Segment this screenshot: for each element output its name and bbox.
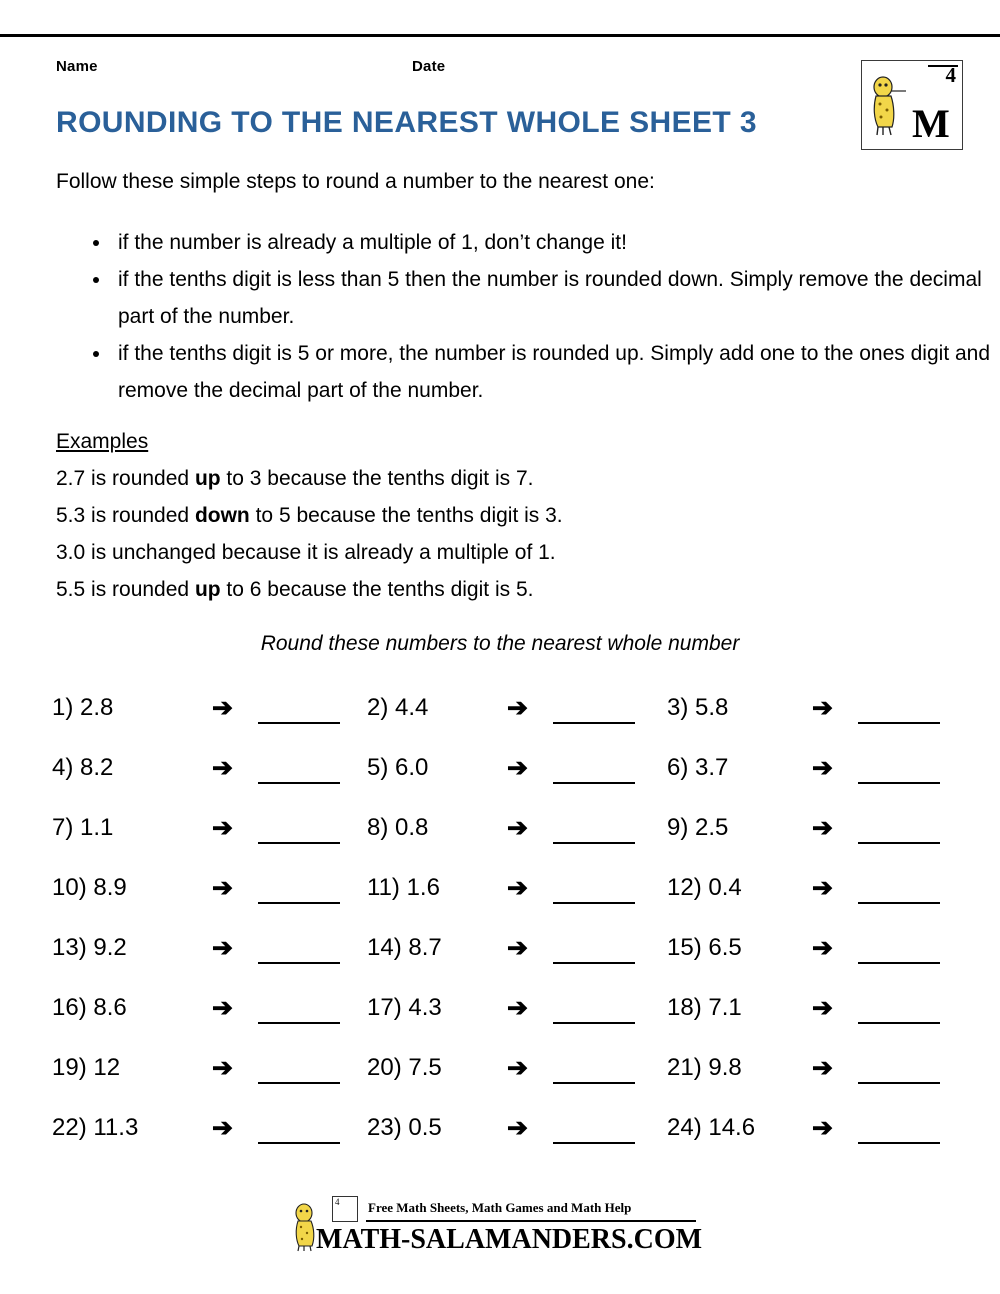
- list-item: • if the tenths digit is less than 5 then the number is rounded down. Simply remove the decimal part of the number.: [112, 261, 992, 335]
- arrow-icon: ➔: [212, 1114, 233, 1142]
- question-item: [52, 1098, 367, 1158]
- question-label: 5) 6.0: [367, 754, 429, 781]
- answer-blank[interactable]: [858, 762, 940, 784]
- question-item: [367, 1098, 667, 1158]
- example-2-pre: 5.3 is rounded: [56, 504, 195, 527]
- example-line-2: [56, 504, 563, 528]
- answer-blank[interactable]: [258, 942, 340, 964]
- example-4-post: to 6 because the tenths digit is 5.: [220, 578, 534, 601]
- question-item: [367, 858, 667, 918]
- salamander-mascot-icon: [868, 71, 910, 137]
- answer-blank[interactable]: [553, 762, 635, 784]
- answer-blank[interactable]: [258, 1062, 340, 1084]
- answer-blank[interactable]: [258, 762, 340, 784]
- arrow-icon: ➔: [212, 694, 233, 722]
- arrow-icon: ➔: [212, 994, 233, 1022]
- example-line-3: [56, 541, 556, 565]
- arrow-icon: ➔: [812, 874, 833, 902]
- answer-blank[interactable]: [858, 942, 940, 964]
- question-label: 6) 3.7: [667, 754, 729, 781]
- answer-blank[interactable]: [858, 1122, 940, 1144]
- question-label: 12) 0.4: [667, 874, 742, 901]
- list-item: • if the number is already a multiple of 1, don’t change it!: [112, 224, 992, 261]
- question-row: [52, 918, 952, 978]
- arrow-icon: ➔: [507, 1054, 528, 1082]
- question-label: 24) 14.6: [667, 1114, 756, 1141]
- question-row: [52, 1098, 952, 1158]
- arrow-icon: ➔: [812, 814, 833, 842]
- examples-heading: Examples: [56, 430, 149, 453]
- footer-branding: [290, 1196, 710, 1276]
- question-item: [667, 1038, 952, 1098]
- example-line-4: [56, 578, 533, 602]
- arrow-icon: ➔: [507, 874, 528, 902]
- answer-blank[interactable]: [553, 882, 635, 904]
- question-row: [52, 978, 952, 1038]
- question-label: 20) 7.5: [367, 1054, 442, 1081]
- page-footer: [0, 1196, 1000, 1281]
- question-item: [667, 738, 952, 798]
- question-row: [52, 858, 952, 918]
- question-item: [52, 678, 367, 738]
- question-label: 14) 8.7: [367, 934, 442, 961]
- example-1-bold: up: [194, 467, 221, 490]
- question-label: 10) 8.9: [52, 874, 127, 901]
- question-item: [367, 978, 667, 1038]
- question-item: [367, 738, 667, 798]
- rules-list: [78, 224, 992, 409]
- question-label: 22) 11.3: [52, 1114, 139, 1141]
- arrow-icon: ➔: [812, 754, 833, 782]
- example-2-post: to 5 because the tenths digit is 3.: [249, 504, 563, 527]
- question-item: [667, 798, 952, 858]
- name-label: Name: [56, 58, 98, 75]
- answer-blank[interactable]: [858, 822, 940, 844]
- question-item: [52, 798, 367, 858]
- questions-grid: [52, 678, 952, 1158]
- answer-blank[interactable]: [553, 822, 635, 844]
- example-2-bold: down: [194, 504, 250, 527]
- answer-blank[interactable]: [858, 882, 940, 904]
- question-item: [52, 918, 367, 978]
- question-label: 16) 8.6: [52, 994, 127, 1021]
- arrow-icon: ➔: [812, 1054, 833, 1082]
- question-item: [667, 858, 952, 918]
- question-row: [52, 738, 952, 798]
- example-1-pre: 2.7 is rounded: [56, 467, 195, 490]
- question-item: [367, 918, 667, 978]
- footer-logo-number: 4: [335, 1197, 340, 1207]
- question-item: [367, 798, 667, 858]
- question-item: [667, 978, 952, 1038]
- answer-blank[interactable]: [258, 1002, 340, 1024]
- answer-blank[interactable]: [258, 1122, 340, 1144]
- footer-divider: [366, 1220, 696, 1222]
- answer-blank[interactable]: [553, 942, 635, 964]
- question-row: [52, 1038, 952, 1098]
- footer-logo-box: [332, 1196, 358, 1222]
- page-title: ROUNDING TO THE NEAREST WHOLE SHEET 3: [56, 106, 757, 139]
- question-label: 23) 0.5: [367, 1114, 442, 1141]
- arrow-icon: ➔: [812, 1114, 833, 1142]
- example-4-pre: 5.5 is rounded: [56, 578, 195, 601]
- arrow-icon: ➔: [812, 934, 833, 962]
- question-label: 2) 4.4: [367, 694, 429, 721]
- example-line-1: [56, 467, 533, 491]
- answer-blank[interactable]: [258, 822, 340, 844]
- question-label: 11) 1.6: [367, 874, 440, 901]
- exercise-instruction: Round these numbers to the nearest whole number: [260, 632, 740, 655]
- question-item: [667, 1098, 952, 1158]
- arrow-icon: ➔: [507, 694, 528, 722]
- question-label: 19) 12: [52, 1054, 121, 1081]
- question-row: [52, 798, 952, 858]
- arrow-icon: ➔: [212, 1054, 233, 1082]
- arrow-icon: ➔: [507, 934, 528, 962]
- question-item: [667, 678, 952, 738]
- arrow-icon: ➔: [507, 754, 528, 782]
- answer-blank[interactable]: [258, 882, 340, 904]
- question-item: [367, 1038, 667, 1098]
- question-label: 13) 9.2: [52, 934, 127, 961]
- arrow-icon: ➔: [212, 874, 233, 902]
- top-divider: [0, 34, 1000, 37]
- footer-brand: MATH-SALAMANDERS.COM: [316, 1224, 703, 1255]
- arrow-icon: ➔: [507, 994, 528, 1022]
- question-label: 3) 5.8: [667, 694, 729, 721]
- answer-blank[interactable]: [553, 1002, 635, 1024]
- grade-number: 4: [945, 63, 956, 87]
- question-row: [52, 678, 952, 738]
- question-label: 7) 1.1: [52, 814, 114, 841]
- question-label: 8) 0.8: [367, 814, 429, 841]
- example-3-pre: 3.0 is unchanged because it is already a multiple of 1.: [56, 541, 556, 564]
- arrow-icon: ➔: [507, 814, 528, 842]
- question-label: 9) 2.5: [667, 814, 729, 841]
- question-item: [367, 678, 667, 738]
- question-item: [52, 1038, 367, 1098]
- list-item: • if the tenths digit is 5 or more, the number is rounded up. Simply add one to the ones digit and remove the decimal part of the number.: [112, 335, 992, 409]
- question-label: 18) 7.1: [667, 994, 742, 1021]
- question-label: 21) 9.8: [667, 1054, 742, 1081]
- arrow-icon: ➔: [212, 814, 233, 842]
- header-fields: [56, 58, 856, 80]
- date-label: Date: [412, 58, 446, 75]
- answer-blank[interactable]: [858, 702, 940, 724]
- answer-blank[interactable]: [553, 1122, 635, 1144]
- arrow-icon: ➔: [507, 1114, 528, 1142]
- question-item: [52, 858, 367, 918]
- intro-text: Follow these simple steps to round a number to the nearest one:: [56, 170, 655, 193]
- arrow-icon: ➔: [212, 934, 233, 962]
- answer-blank[interactable]: [553, 1062, 635, 1084]
- question-item: [52, 978, 367, 1038]
- example-4-bold: up: [194, 578, 221, 601]
- answer-blank[interactable]: [858, 1002, 940, 1024]
- example-1-post: to 3 because the tenths digit is 7.: [220, 467, 534, 490]
- footer-tagline: Free Math Sheets, Math Games and Math Help: [368, 1200, 632, 1215]
- question-item: [52, 738, 367, 798]
- answer-blank[interactable]: [258, 702, 340, 724]
- answer-blank[interactable]: [858, 1062, 940, 1084]
- logo-letter-m: M: [912, 101, 950, 146]
- grade-logo: [861, 60, 963, 150]
- arrow-icon: ➔: [212, 754, 233, 782]
- arrow-icon: ➔: [812, 994, 833, 1022]
- answer-blank[interactable]: [553, 702, 635, 724]
- question-label: 17) 4.3: [367, 994, 442, 1021]
- question-item: [667, 918, 952, 978]
- arrow-icon: ➔: [812, 694, 833, 722]
- question-label: 1) 2.8: [52, 694, 114, 721]
- question-label: 4) 8.2: [52, 754, 114, 781]
- question-label: 15) 6.5: [667, 934, 742, 961]
